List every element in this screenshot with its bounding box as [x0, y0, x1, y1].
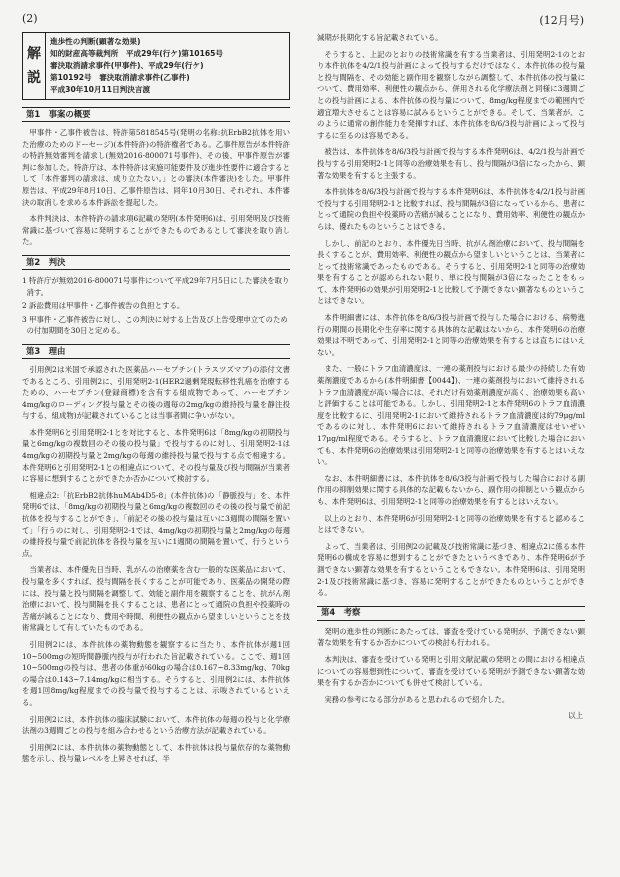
paragraph: 被告は、本件抗体を8/6/3投与計画で投与する本件発明6は、4/2/1投与計画で投与する引用発明2-1と同等の治療効果を有し、投与間隔が3倍になったから、顕著な効果を有すると主張する。	[317, 147, 585, 180]
paragraph: 引用例2は米国で承認された医薬品ハーセプチン(トラスツズマブ)の添付文書であるところ、引用例2に、引用発明2-1(HER2過剰発現転移性乳癌を治療するための、ハーセプチン(登録商標)を含有する組成物であって、ハーセプチン4mg/kgのローディング投与量とその後の週毎の2mg/kgの維持投与量を静注投与する、組成物)が記載されていることは当事者間に争いがない。	[22, 364, 290, 421]
paragraph: 本件明細書には、本件抗体を8/6/3投与計画で投与した場合における、病勢進行の期間の長期化や生存率に関する具体的な記載はないから、本件発明6の治療効果は不明であって、引用発明2-1と同等の治療効果を有するとは直ちにはいえない。	[317, 313, 585, 357]
paragraph: 甲事件・乙事件被告は、特許第5818545号(発明の名称:抗ErbB2抗体を用いた治療のためのドーセージ)(本件特許)の特許権者である。乙事件原告が本件特許の特許無効審判を請求し(無効2016-800071号事件)、その後、甲事件原告が審判に参加した。特許庁は、本件特許は実施可能要件及び進歩性要件に適合するとして「本件審判の請求は、成り立たない。」との審決(本件審決)をした。甲事件原告は、平成29年8月10日、乙事件原告は、同年10月30日、それぞれ、本件審決の取消しを求める本件訴訟を提起した。	[22, 128, 290, 207]
paragraph: 減期が長期化する旨記載されている。	[317, 33, 443, 42]
kaisetsu-box	[22, 32, 290, 100]
section-heading-4: 第4 考察	[317, 606, 585, 621]
paragraph: 本件発明6と引用発明2-1とを対比すると、本件発明6は「8mg/kgの初期投与量と6mg/kgの複数回のその後の投与量」で投与するのに対し、引用発明2-1は4mg/kgの初期投与量と2mg/kgの毎週の維持投与量で投与する点で相違する。本件発明6と引用発明2-1との相違点について、その投与量及び投与間隔が当業者に容易に想到することができたか否かについて検討する。	[22, 427, 290, 484]
paragraph: 実務の参考になる部分があると思われるので紹介した。	[324, 694, 510, 704]
case-line: 第10192号 審決取消請求事件(乙事件)	[50, 73, 190, 82]
paragraph: よって、当業者は、引用例2の記載及び技術常識に基づき、相違点2に係る本件発明6の構成を容易に想到することができたというべきであり、本件発明6が予測できない顕著な効果を有するということもできない。本件発明6は、引用発明2-1及び技術常識に基づき、容易に発明することができたものということができる。	[317, 541, 585, 598]
paragraph: 以上のとおり、本件発明6が引用発明2-1と同等の治療効果を有すると認めることはできない。	[317, 513, 585, 535]
end-mark: 以上	[568, 711, 583, 721]
right-column	[317, 32, 585, 722]
issue-label: (12月号)	[539, 14, 584, 27]
paragraph: 本判決は、審査を受けている発明と引用文献記載の発明との間における相違点についての容易想到性について、審査を受けている発明が予測できない顕著な効果を有するか否かについても併せて検討している。	[317, 654, 585, 688]
paragraph: なお、本件明細書には、本件抗体を8/6/3投与計画で投与した場合における副作用の抑制効果に関する具体的な記載もないから、副作用の抑制という観点からも、本件発明6は、引用発明2-1と同等の治療効果を有するとはいえない。	[317, 473, 585, 506]
judgment-item: 3 甲事件・乙事件被告に対し、この判決に対する上告及び上告受理申立てのための付加期間を30日と定める。	[22, 314, 288, 336]
paragraph: 引用例2には、本件抗体の薬物動態として、本件抗体は投与量依存的な薬物動態を示し、投与量レベルを上昇させれば、半	[22, 742, 290, 764]
paragraph: 当業者は、本件優先日当時、乳がんの治療薬を含む一般的な医薬品において、投与量を多くすれば、投与間隔を長くすることが可能であり、医薬品の開発の際には、投与量と投与間隔を調整して、効能と副作用を観察することを、抗がん剤治療において、投与間隔を長くすることは、患者にとって通院の負担や投薬時の苦痛が減ることになり、費用や時間、利便性の観点から望ましいということを技術常識として有していたものである。	[22, 565, 290, 633]
page-number: (2)	[22, 12, 38, 25]
case-info	[46, 33, 227, 99]
paragraph: 相違点2:「抗ErbB2抗体huMAb4D5-8」(本件抗体)の「静脈投与」を、本件発明6では、「8mg/kgの初期投与量と6mg/kgの複数回のその後の投与量で前記抗体を投与することができ」、「前記その後の投与量は互いに3週間の間隔を置いて」「行うのに対し、引用発明2-1では、4mg/kgの初期投与量と2mg/kgの毎週の維持投与量で前記抗体を各投与量を互いに1週間の間隔を置いて、行うという点。	[22, 490, 290, 558]
paragraph: しかし、前記のとおり、本件優先日当時、抗がん剤治療において、投与間隔を長くすることが、費用効率、利便性の観点から望ましいということは、当業者にとって技術常識であったものである。そうすると、引用発明2-1と同等の治療効果を有することが認められない限り、単に投与間隔が3倍になったことをもって、本件発明6の効果が引用発明2-1と比較して予測できない顕著なものということはできない。	[317, 238, 585, 306]
paragraph: また、一般にトラフ血清濃度は、一連の薬剤投与における最少の持続した有効薬剤濃度であるから(本件明細書【0044】)、一連の薬剤投与において維持されるトラフ血清濃度が高い場合には、それだけ有効薬剤濃度が高く、治療効果も高いと評価することは可能である。しかし、引用発明2-1と本件発明6のトラフ血清濃度を比較するに、引用発明2-1において維持されるトラフ血清濃度は約79μg/mlであるのに対し、本件発明6において維持されるトラフ血清濃度はせいぜい17μg/ml程度である。そうすると、トラフ血清濃度において比較した場合においても、本件発明6の治療効果は引用発明2-1と同等の治療効果を有するとはいえない。	[317, 364, 585, 467]
paragraph: 本件抗体を8/6/3投与計画で投与する本件発明6は、本件抗体を4/2/1投与計画で投与する引用発明2-1と比較すれば、投与間隔が3倍になっているから、患者にとって通院の負担や投薬時の苦痛が減ることになり、費用効率、利便性の観点からは、優れたものということはできる。	[317, 187, 585, 231]
judgment-date: 平成30年10月11日判決言渡	[50, 85, 151, 94]
paragraph: 引用例2には、本件抗体の薬物動態を観察するに当たり、本件抗体が週1回10~500mgの短時間静脈内投与が行われた旨記載されている。ここで、週1回10~500mgの投与は、患者の体重が60kgの場合は0.167~8.33mg/kg、70kgの場合は0.143~7.14mg/kgに相当する。そうすると、引用例2には、本件抗体を週1回8mg/kg程度までの投与量で投与することは、示唆されているといえる。	[22, 639, 290, 707]
paragraph: 本件判決は、本件特許の請求項6記載の発明(本件発明6)は、引用発明及び技術常識に基づいて容易に発明することができたものであるとして審決を取り消した。	[22, 214, 290, 247]
judgment-item: 2 訴訟費用は甲事件・乙事件被告の負担とする。	[22, 301, 185, 311]
paragraph: そうすると、上記のとおりの技術常識を有する当業者は、引用発明2-1のとおり本件抗体を4/2/1投与計画によって投与するだけではなく、本件抗体の投与量と投与間隔を、その効能と副作用を観察しながら調整して、本件抗体の投与量について、費用効率、利便性の観点から、併用される化学療法剤と同様に3週間ごとの投与計画による、本件抗体の投与量について、8mg/kg程度までの範囲内で適宜増大させることは容易に試みるということができる。そして、当業者が、このように通常の創作能力を発揮すれば、本件抗体を8/6/3投与計画によって投与するに至るのは容易である。	[317, 49, 585, 140]
section-heading-1: 第1 事案の概要	[22, 107, 290, 122]
paragraph: 発明の進歩性の判断にあたっては、審査を受けている発明が、予測できない顕著な効果を有するか否かについての検討も行われる。	[317, 626, 585, 648]
section-heading-2: 第2 判決	[22, 255, 290, 270]
judgment-item: 1 特許庁が無効2016-800071号事件について平成29年7月5日にした審決を取り消す。	[22, 275, 290, 297]
kaisetsu-label: 解 説	[23, 33, 46, 99]
case-line: 知的財産高等裁判所 平成29年(行ケ)第10165号	[50, 49, 224, 58]
left-column	[22, 32, 290, 770]
paragraph: 引用例2には、本件抗体の臨床試験において、本件抗体の毎週の投与と化学療法剤の3週間ごとの投与を組み合わせるという治療方法が記載されている。	[22, 714, 290, 736]
case-topic: 進歩性の判断(顕著な効果)	[50, 37, 141, 46]
section-heading-3: 第3 理由	[22, 344, 290, 359]
case-line: 審決取消請求事件(甲事件)、平成29年(行ケ)	[50, 61, 204, 70]
